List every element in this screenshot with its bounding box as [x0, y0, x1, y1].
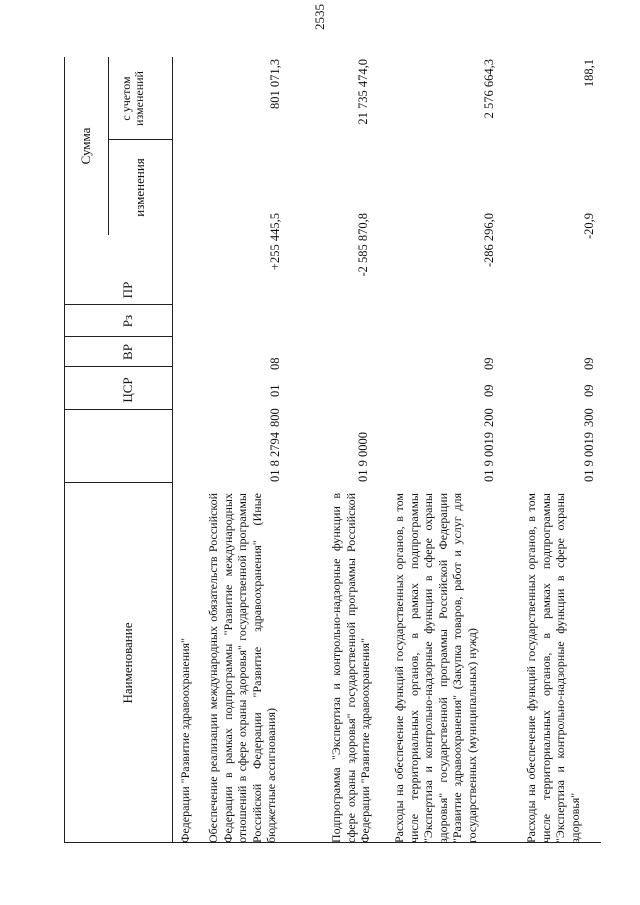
row-4-pr: 09	[582, 357, 596, 370]
header-bottom-border	[172, 57, 173, 843]
header-changes: изменения	[132, 158, 147, 217]
header-csr: ЦСР	[120, 377, 135, 403]
row-1-vr: 800	[268, 408, 282, 427]
row-2-name: Подпрограмма "Экспертиза и контрольно-надзорные функции в сфере охраны здоровья" государственной программы Российской Федерации "Развитие здравоохранения"	[329, 493, 372, 843]
header-with-changes: с учетом изменений	[119, 71, 146, 126]
col-border-pr	[64, 304, 172, 305]
row-4-vr: 300	[582, 408, 596, 427]
row-2-changes: -2 585 870,8	[356, 213, 370, 277]
row-1-csr: 01 8 2794	[268, 432, 282, 482]
row-3-changes: -286 296,0	[482, 213, 496, 268]
row-1-name: Обеспечение реализации международных обязательств Российской Федерации в рамках подпрограммы "Развитие международных отношений в сфере охраны здоровья" государственной программы Российской Федерации "Развитие здравоохранения" (Иные бюджетные ассигнования)	[206, 493, 278, 843]
row-2-total: 21 735 474,0	[356, 59, 370, 125]
col-border-rz	[64, 336, 172, 337]
header-sum: Сумма	[78, 127, 93, 165]
header-vr: ВР	[120, 344, 135, 360]
header-rz: Рз	[120, 314, 135, 328]
header-name: Наименование	[120, 622, 135, 704]
row-1-changes: +255 445,5	[268, 213, 282, 271]
row-1-pr: 08	[268, 357, 282, 370]
col-border-name	[64, 482, 172, 483]
header-pr: ПР	[120, 281, 135, 299]
col-border-csr	[64, 409, 172, 410]
row-2-csr: 01 9 0000	[356, 432, 370, 482]
row-4-total: 188,1	[582, 59, 596, 88]
budget-table	[64, 57, 601, 843]
row-1-total: 801 071,3	[268, 59, 282, 109]
row-0-name: Федерации "Развитие здравоохранения"	[178, 638, 192, 843]
row-3-pr: 09	[482, 357, 496, 370]
row-3-name: Расходы на обеспечение функций государственных органов, в том числе территориальных органов, в рамках подпрограммы "Экспертиза и контрольно-надзорные функции в сфере охраны здоровья" государственной программы Российской Федерации "Развитие здравоохранения" (Закупка товаров, работ и услуг для государственных (муниципальных) нужд)	[392, 493, 479, 843]
page-number: 2535	[312, 4, 327, 30]
sum-subheader-border	[108, 57, 109, 235]
col-border-vr	[64, 366, 172, 367]
row-3-rz: 09	[482, 384, 496, 397]
row-4-csr: 01 9 0019	[582, 432, 596, 482]
row-1-rz: 01	[268, 384, 282, 397]
row-4-changes: -20,9	[582, 213, 596, 240]
row-3-csr: 01 9 0019	[482, 432, 496, 482]
row-4-rz: 09	[582, 384, 596, 397]
row-3-vr: 200	[482, 408, 496, 427]
row-4-name: Расходы на обеспечение функций государственных органов, в том числе территориальных органов, в рамках подпрограммы "Экспертиза и контрольно-надзорные функции в сфере охраны здоровья"	[524, 493, 582, 843]
table-top-border	[64, 57, 65, 843]
row-3-total: 2 576 664,3	[482, 59, 496, 119]
